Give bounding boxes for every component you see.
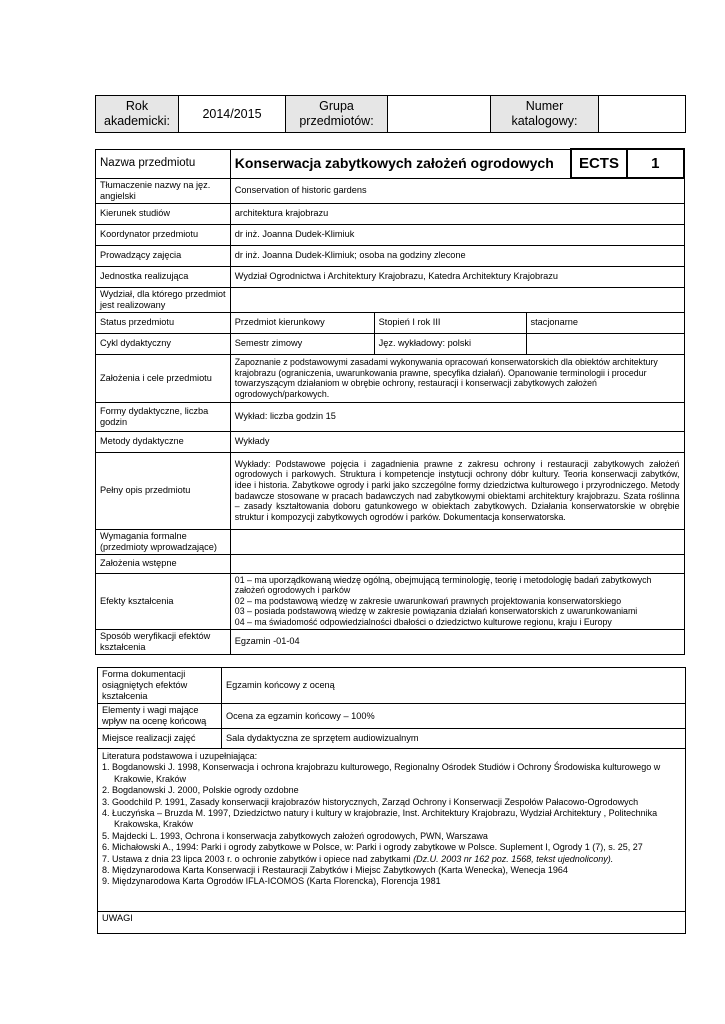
outcomes-label: Efekty kształcenia [96, 573, 231, 629]
grading-elements-value: Ocena za egzamin końcowy – 100% [222, 704, 686, 729]
location-label: Miejsce realizacji zajęć [98, 729, 222, 749]
literature-item: 2. Bogdanowski J. 2000, Polskie ogrody ozdobne [102, 785, 299, 796]
documentation-form-label: Forma dokumentacji osiągniętych efektów kształcenia [98, 668, 222, 704]
literature-item: 3. Goodchild P. 1991, Zasady konserwacji krajobrazów historycznych, Zarząd Ochrony i Konserwacji Zespołów Pałacowo-Ogrodowych [102, 796, 639, 807]
subject-group-value [388, 96, 491, 133]
verification-label: Sposób weryfikacji efektów kształcenia [96, 629, 231, 654]
assessment-table [97, 667, 686, 934]
header-table [95, 95, 686, 133]
subject-group-label: Grupa przedmiotów: [286, 96, 388, 133]
literature-item [102, 854, 681, 865]
ects-value: 1 [627, 149, 684, 178]
catalog-number-label: Numer katalogowy: [491, 96, 599, 133]
course-table [95, 148, 685, 655]
remarks: UWAGI [98, 912, 686, 934]
description-label: Pełny opis przedmiotu [96, 452, 231, 529]
documentation-form-value: Egzamin końcowy z oceną [222, 668, 686, 704]
ects-label: ECTS [571, 149, 626, 178]
prerequisites-value [230, 554, 684, 573]
catalog-number-value [599, 96, 686, 133]
forms-label: Formy dydaktyczne, liczba godzin [96, 402, 231, 431]
outcomes-list [230, 573, 684, 629]
status-value-3: stacjonarne [526, 312, 684, 333]
grading-elements-label: Elementy i wagi mające wpływ na ocenę końcową [98, 704, 222, 729]
literature-item: 4. Łuczyńska – Bruzda M. 1997, Dziedzictwo natury i kultury w krajobrazie, Inst. Architektury Krajobrazu, Wydział Architektury , Politechnika Krakowska, Kraków [102, 808, 658, 830]
goals-label: Założenia i cele przedmiotu [96, 354, 231, 402]
literature-item-citation: (Dz.U. 2003 nr 162 poz. 1568, tekst ujednolicony). [413, 853, 614, 864]
course-name-label: Nazwa przedmiotu [96, 149, 231, 178]
academic-year-value: 2014/2015 [179, 96, 286, 133]
outcome-item: 01 – ma uporządkowaną wiedzę ogólną, obejmującą terminologię, teorię i metodologię badań zabytkowych założeń ogrodowych i parków [234, 574, 652, 596]
unit-value: Wydział Ogrodnictwa i Architektury Krajobrazu, Katedra Architektury Krajobrazu [230, 266, 684, 287]
cycle-label: Cykl dydaktyczny [96, 333, 231, 354]
cycle-value-3 [526, 333, 684, 354]
goals-value: Zapoznanie z podstawowymi zasadami wykonywania opracowań konserwatorskich dla obiektów architektury krajobrazu (ograniczenia, uwarunkowania prawne, specyfika działań). Opanowanie terminologii i procedur towarzyszącym działaniom w obrębie ochrony, restauracji i konserwacji zabytkowych założeń ogrodowych/parkowych. [230, 354, 684, 402]
instructor-label: Prowadzący zajęcia [96, 245, 231, 266]
description-value: Wykłady: Podstawowe pojęcia i zagadnienia prawne z zakresu ochrony i restauracji zabytkowych założeń ogrodowych i parkowych. Struktura i kompetencje instytucji ochrony dóbr kultury. Teoria konserwacji zabytków, idee i historia. Zabytkowe ogrody i parki jako szczególne formy dziedzictwa kulturowego i przyrodniczego. Metody badawcze stosowane w pracach badawczych nad zabytkowymi obiektami architektury krajobrazu. Szata roślinna – zasady kształtowania doboru gatunkowego w obiektach zabytkowych. Działania konserwatorskie w obrębie struktur i kompozycji zabytkowych ogrodów i parków. Dokumentacja konserwatorska. [230, 452, 684, 529]
field-of-study-label: Kierunek studiów [96, 203, 231, 224]
prerequisites-label: Założenia wstępne [96, 554, 231, 573]
cycle-value-2: Jęz. wykładowy: polski [374, 333, 526, 354]
literature-list [98, 749, 686, 912]
course-name-value: Konserwacja zabytkowych założeń ogrodowych [230, 149, 571, 178]
outcome-item: 04 – ma świadomość odpowiedzialności dbałości o dziedzictwo kulturowe regionu, kraju i Europy [234, 616, 612, 627]
literature-item-text: 7. Ustawa z dnia 23 lipca 2003 r. o ochronie zabytków i opiece nad zabytkami [102, 853, 414, 864]
outcome-item: 03 – posiada podstawową wiedzę w zakresie powiązania działań konserwatorskich z uwarunkowaniami [234, 606, 638, 617]
cycle-value-1: Semestr zimowy [230, 333, 374, 354]
literature-item: 5. Majdecki L. 1993, Ochrona i konserwacja zabytkowych założeń ogrodowych, PWN, Warszawa [102, 830, 488, 841]
verification-value: Egzamin -01-04 [230, 629, 684, 654]
coordinator-label: Koordynator przedmiotu [96, 224, 231, 245]
translation-label: Tłumaczenie nazwy na jęz. angielski [96, 178, 231, 203]
literature-item: 8. Międzynarodowa Karta Konserwacji i Restauracji Zabytków i Miejsc Zabytkowych (Karta Wenecka), Wenecja 1964 [102, 865, 568, 876]
faculty-value [230, 287, 684, 312]
requirements-value [230, 529, 684, 554]
faculty-label: Wydział, dla którego przedmiot jest realizowany [96, 287, 231, 312]
unit-label: Jednostka realizująca [96, 266, 231, 287]
instructor-value: dr inż. Joanna Dudek-Klimiuk; osoba na godziny zlecone [230, 245, 684, 266]
literature-item: 6. Michałowski A., 1994: Parki i ogrody zabytkowe w Polsce, w: Parki i ogrody zabytkowe w Polsce. Suplement I, Ogrody 1 (7), s. 25, 27 [102, 842, 643, 853]
literature-heading: Literatura podstawowa i uzupełniająca: [102, 751, 258, 761]
academic-year-label: Rok akademicki: [96, 96, 179, 133]
translation-value: Conservation of historic gardens [230, 178, 684, 203]
methods-label: Metody dydaktyczne [96, 431, 231, 452]
status-value-1: Przedmiot kierunkowy [230, 312, 374, 333]
status-value-2: Stopień I rok III [374, 312, 526, 333]
coordinator-value: dr inż. Joanna Dudek-Klimiuk [230, 224, 684, 245]
status-label: Status przedmiotu [96, 312, 231, 333]
requirements-label: Wymagania formalne (przedmioty wprowadzające) [96, 529, 231, 554]
forms-value: Wykład: liczba godzin 15 [230, 402, 684, 431]
literature-item: 9. Międzynarodowa Karta Ogrodów IFLA-ICOMOS (Karta Florencka), Florencja 1981 [102, 876, 441, 887]
methods-value: Wykłady [230, 431, 684, 452]
location-value: Sala dydaktyczna ze sprzętem audiowizualnym [222, 729, 686, 749]
field-of-study-value: architektura krajobrazu [230, 203, 684, 224]
literature-item: 1. Bogdanowski J. 1998, Konserwacja i ochrona krajobrazu kulturowego, Regionalny Ośrodek Studiów i Ochrony Środowiska kulturowego w Krakowie, Kraków [102, 762, 661, 784]
outcome-item: 02 – ma podstawową wiedzę w zakresie uwarunkowań prawnych projektowania konserwatorskiego [234, 595, 622, 606]
